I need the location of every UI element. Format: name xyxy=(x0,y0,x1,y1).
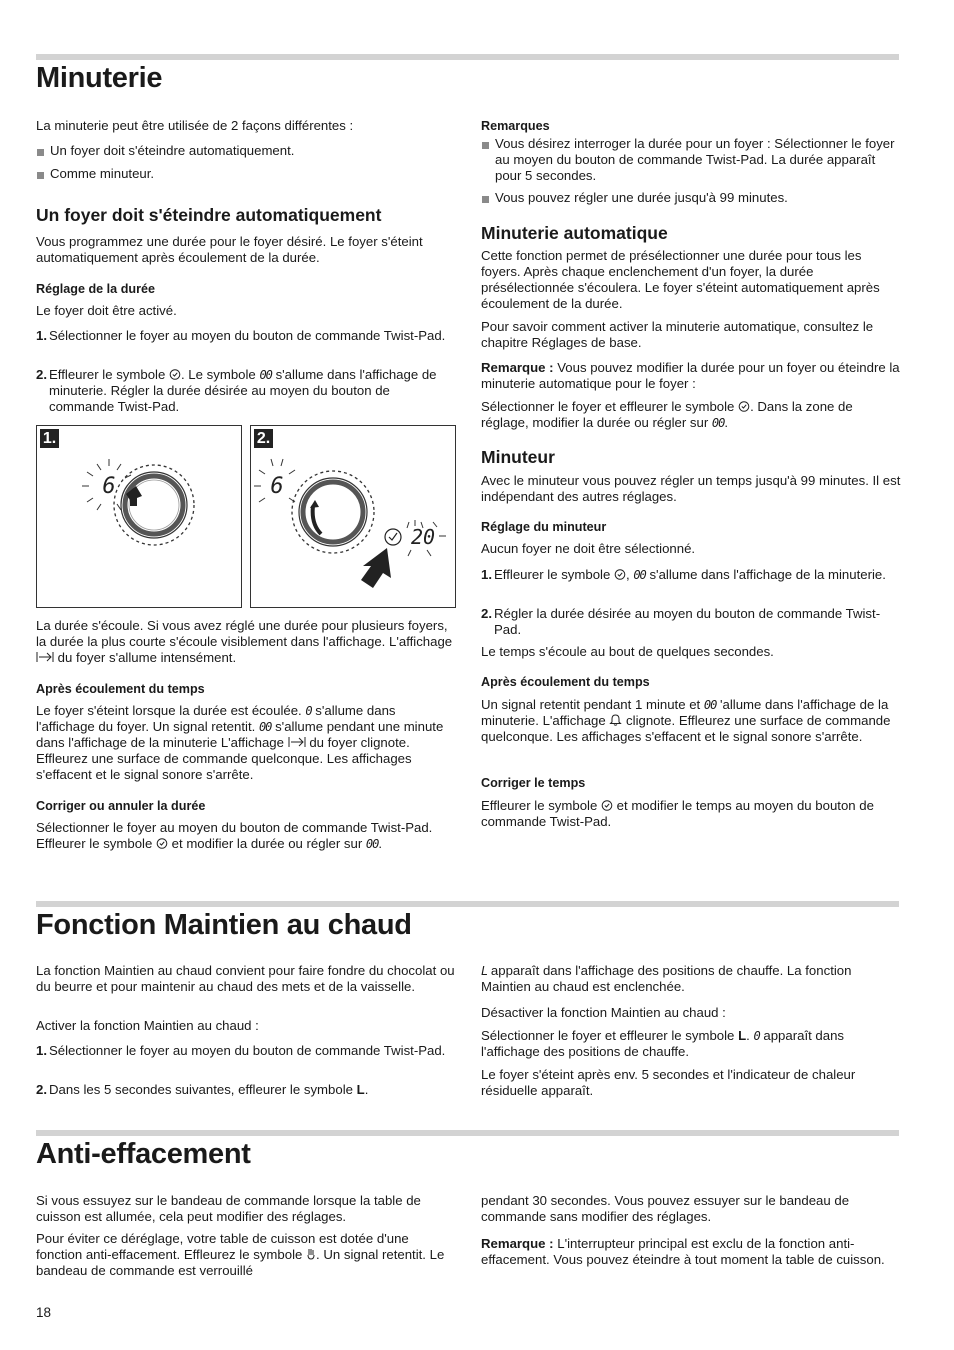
step-text: , xyxy=(625,567,630,582)
text: Un signal retentit pendant 1 minute et xyxy=(481,697,701,712)
step-number: 2. xyxy=(36,367,47,382)
twist-pad-illustration xyxy=(37,426,241,607)
anti-title: Anti-effacement xyxy=(36,1138,251,1170)
step-number: 1. xyxy=(481,567,492,582)
corriger-text-1 xyxy=(36,820,456,852)
text: . Un signal retentit. Le bandeau de commande est verrouillé xyxy=(36,1247,445,1278)
foyer-heading: Un foyer doit s'éteindre automatiquement xyxy=(36,205,382,225)
minuteur-elapse: Le temps s'écoule au bout de quelques secondes. xyxy=(481,644,774,659)
text: . xyxy=(378,836,383,851)
step-text: s'allume dans l'affichage de minuterie. Régler la durée désirée au moyen du bouton de commande Twist-Pad. xyxy=(49,367,437,414)
text: du foyer clignote. Effleurez une surface de commande quelconque. Les affichages s'effacent et le signal sonore s'arrête. xyxy=(36,735,412,782)
anti-remarque xyxy=(481,1236,901,1268)
text: 'allume dans l'affichage de la minuterie. L'affichage xyxy=(481,697,889,728)
bell-icon xyxy=(609,713,622,726)
timer-icon xyxy=(738,400,750,412)
section-rule-maintien xyxy=(36,901,899,907)
step-number: 1. xyxy=(36,328,47,343)
text: Sélectionner le foyer et effleurer le symbole xyxy=(481,399,735,414)
auto-remarque xyxy=(481,360,901,392)
auto-text-2: Pour savoir comment activer la minuterie automatique, consultez le chapitre Réglages de base. xyxy=(481,319,874,350)
display-00-symbol: 00 xyxy=(711,416,725,430)
step-number: 1. xyxy=(36,1043,47,1058)
display-0-symbol: 0 xyxy=(305,704,312,718)
section-rule-anti xyxy=(36,1130,899,1136)
anti-text-2 xyxy=(36,1231,456,1279)
maintien-step-2 xyxy=(36,1082,456,1098)
display-00-symbol: 00 xyxy=(703,698,717,712)
use-item-2: Comme minuteur. xyxy=(36,166,470,182)
text: . xyxy=(724,415,729,430)
display-digit: 6 xyxy=(102,474,116,499)
text: . xyxy=(746,1028,750,1043)
use-item-1: Un foyer doit s'éteindre automatiquement. xyxy=(36,143,470,159)
step-text: Régler la durée désirée au moyen du bouton de commande Twist-Pad. xyxy=(494,606,881,637)
duration-text xyxy=(36,618,456,666)
bar-arrow-icon xyxy=(288,736,306,748)
text: apparaît dans l'affichage des positions de chauffe. xyxy=(481,1028,845,1059)
apres-heading-2: Après écoulement du temps xyxy=(481,675,650,689)
auto-select xyxy=(481,399,901,431)
text: La durée s'écoule. Si vous avez réglé une durée pour plusieurs foyers, la durée la plus courte s'écoule visiblement dans l'affichage. L'affichage xyxy=(36,618,453,649)
keep-warm-symbol: L xyxy=(738,1028,747,1043)
minuteur-prereq: Aucun foyer ne doit être sélectionné. xyxy=(481,541,696,556)
remarque-label: Remarque : xyxy=(481,360,554,375)
text: Pour éviter ce déréglage, votre table de cuisson est dotée d'une fonction anti-effacement. Effleurez le symbole xyxy=(36,1231,409,1262)
timer-icon xyxy=(385,529,401,545)
anti-text-3: pendant 30 secondes. Vous pouvez essuyer sur le bandeau de commande sans modifier des réglages. xyxy=(481,1193,850,1224)
text: . Dans la zone de réglage, modifier la durée ou régler sur xyxy=(481,399,853,430)
figure-label: 2. xyxy=(254,429,273,448)
text: s'allume dans l'affichage du foyer. Un signal retentit. xyxy=(36,703,396,734)
timer-icon xyxy=(601,799,613,811)
anti-text-1: Si vous essuyez sur le bandeau de commande lorsque la table de cuisson est allumée, cela peut modifier des réglages. xyxy=(36,1193,421,1224)
text: apparaît dans l'affichage des positions de chauffe. La fonction Maintien au chaud est enclenchée. xyxy=(481,963,852,994)
minuterie-intro: La minuterie peut être utilisée de 2 façons différentes : xyxy=(36,118,354,133)
corriger-heading-2: Corriger le temps xyxy=(481,776,586,790)
text: clignote. Effleurez une surface de commande quelconque. Les affichages s'effacent et le signal sonore s'arrête. xyxy=(481,713,891,744)
wipe-protection-icon xyxy=(306,1248,316,1260)
maintien-off: Le foyer s'éteint après env. 5 secondes et l'indicateur de chaleur résiduelle apparaît. xyxy=(481,1067,856,1098)
display-digit: 6 xyxy=(270,474,284,499)
apres-heading-1: Après écoulement du temps xyxy=(36,682,205,696)
maintien-desactiver: Désactiver la fonction Maintien au chaud : xyxy=(481,1005,726,1020)
step-text: . xyxy=(364,1082,369,1097)
text: du foyer s'allume intensément. xyxy=(57,650,237,665)
reglage-minuteur-heading: Réglage du minuteur xyxy=(481,520,607,534)
text: Sélectionner le foyer et effleurer le symbole xyxy=(481,1028,735,1043)
step-text: Effleurer le symbole xyxy=(494,567,611,582)
maintien-activer: Activer la fonction Maintien au chaud : xyxy=(36,1018,259,1033)
text: L'interrupteur principal est exclu de la fonction anti-effacement. Vous pouvez éteindre à tout moment la table de cuisson. xyxy=(481,1236,885,1267)
apres-text-1 xyxy=(36,703,456,783)
display-00-symbol: 00 xyxy=(633,568,646,582)
maintien-intro: La fonction Maintien au chaud convient pour faire fondre du chocolat ou du beurre et pour maintenir au chaud des mets et de la vaisselle. xyxy=(36,963,455,994)
reglage-duree-heading: Réglage de la durée xyxy=(36,282,155,296)
display-00-symbol: 00 xyxy=(258,720,272,734)
auto-text-1: Cette fonction permet de présélectionner une durée pour tous les foyers. Après chaque enclenchement d'un foyer, la durée présélectionnée s'écoulera. Le foyer s'éteint automatiquement après écoulement de la durée. xyxy=(481,248,880,311)
text: Le foyer s'éteint lorsque la durée est écoulée. xyxy=(36,703,302,718)
step-number: 2. xyxy=(481,606,492,621)
display-0-symbol: 0 xyxy=(753,1029,760,1043)
maintien-step-1 xyxy=(36,1043,456,1059)
bar-arrow-icon xyxy=(36,651,54,663)
timer-icon xyxy=(169,368,181,380)
minuteur-step-2 xyxy=(481,606,901,638)
step-text: Dans les 5 secondes suivantes, effleurer le symbole xyxy=(49,1082,353,1097)
foyer-prereq: Le foyer doit être activé. xyxy=(36,303,177,318)
display-00-symbol: 00 xyxy=(259,368,272,382)
keep-warm-display-symbol: L xyxy=(481,964,488,978)
foyer-text: Vous programmez une durée pour le foyer désiré. Le foyer s'éteint automatiquement après écoulement de la durée. xyxy=(36,234,423,265)
twist-pad-illustration xyxy=(251,426,455,607)
hand-pointer-icon xyxy=(361,548,391,588)
text: Sélectionner le foyer au moyen du bouton de commande Twist-Pad. Effleurer le symbole xyxy=(36,820,433,851)
display-digits: 20 xyxy=(410,525,436,549)
step-text: Effleurer le symbole xyxy=(49,367,166,382)
timer-icon xyxy=(614,568,626,580)
timer-icon xyxy=(156,837,168,849)
step-text: Sélectionner le foyer au moyen du bouton de commande Twist-Pad. xyxy=(49,328,446,343)
figure-step-2 xyxy=(250,425,456,608)
remarque-item-1: Vous désirez interroger la durée pour un foyer : Sélectionner le foyer au moyen du bouton de commande Twist-Pad. La durée apparaît pour 5 secondes. xyxy=(481,136,901,184)
text: s'allume pendant une minute dans l'affichage de la minuterie L'affichage xyxy=(36,719,444,750)
page-number: 18 xyxy=(36,1305,52,1320)
step-text: Sélectionner le foyer au moyen du bouton de commande Twist-Pad. xyxy=(49,1043,446,1058)
step-text: s'allume dans l'affichage de la minuterie. xyxy=(649,567,886,582)
remarque-item-2: Vous pouvez régler une durée jusqu'à 99 minutes. xyxy=(481,190,901,206)
minuterie-title: Minuterie xyxy=(36,62,163,94)
text: et modifier le temps au moyen du bouton de commande Twist-Pad. xyxy=(481,798,874,829)
minuteur-step-1 xyxy=(481,567,901,583)
foyer-step-2 xyxy=(36,367,456,415)
remarques-heading: Remarques xyxy=(481,119,550,133)
text: Vous pouvez modifier la durée pour un foyer ou éteindre la minuterie automatique pour le foyer : xyxy=(481,360,900,391)
section-rule-minuterie xyxy=(36,54,899,60)
maintien-appear xyxy=(481,963,901,995)
maintien-select xyxy=(481,1028,901,1060)
minuteur-text: Avec le minuteur vous pouvez régler un temps jusqu'à 99 minutes. Il est indépendant des autres réglages. xyxy=(481,473,901,504)
figure-label: 1. xyxy=(40,429,59,448)
apres-text-2 xyxy=(481,697,901,745)
text: Effleurer le symbole xyxy=(481,798,598,813)
figure-step-1 xyxy=(36,425,242,608)
remarque-label: Remarque : xyxy=(481,1236,554,1251)
auto-heading: Minuterie automatique xyxy=(481,223,668,243)
maintien-title: Fonction Maintien au chaud xyxy=(36,909,412,941)
display-00-symbol: 00 xyxy=(365,837,379,851)
minuteur-heading: Minuteur xyxy=(481,447,555,467)
step-number: 2. xyxy=(36,1082,47,1097)
corriger-text-2 xyxy=(481,798,901,830)
text: et modifier la durée ou régler sur xyxy=(171,836,363,851)
step-text: . Le symbole xyxy=(180,367,256,382)
keep-warm-symbol: L xyxy=(356,1082,365,1097)
foyer-step-1 xyxy=(36,328,456,344)
corriger-heading-1: Corriger ou annuler la durée xyxy=(36,799,206,813)
